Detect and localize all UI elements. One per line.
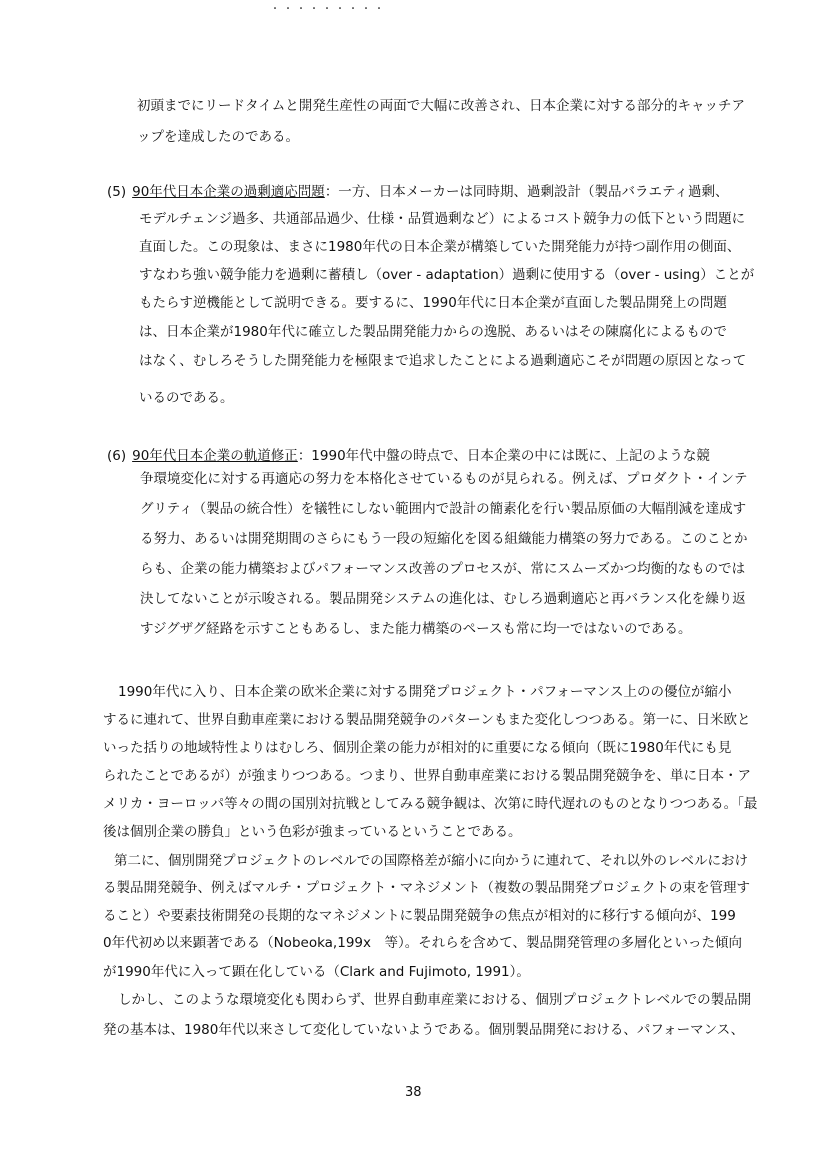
item5-heading: 90年代日本企業の過剰適応問題 xyxy=(132,184,325,200)
item6-line-5: らも、企業の能力構築およびパフォーマンス改善のプロセスが、常にスムーズかつ均衡的なものでは xyxy=(140,561,746,577)
para1-line-1: 1990年代に入り、日本企業の欧米企業に対する開発プロジェクト・パフォーマンス上のの優位が縮小 xyxy=(118,684,732,700)
item6-line-7: すジグザグ経路を示すこともあるし、また能力構築のペースも常に均一ではないのである。 xyxy=(140,621,692,637)
item5-line-3: 直面した。この現象は、まさに1980年代の日本企業が構築していた開発能力が持つ副作用の側面、 xyxy=(139,239,741,255)
item6-line-6: 決してないことが示唆される。製品開発システムの進化は、むしろ過剰適応と再バランス化を繰り返 xyxy=(140,591,746,607)
item5-line-7: はなく、むしろそうした開発能力を極限まで追求したことによる過剰適応こそが問題の原因となって xyxy=(139,353,747,369)
para2-line-3: ること）や要素技術開発の長期的なマネジメントに製品開発競争の焦点が相対的に移行する傾向が、199 xyxy=(103,908,736,924)
para3-line-2: 発の基本は、1980年代以来さして変化していないようである。個別製品開発における、パフォーマンス、 xyxy=(103,1022,745,1038)
para2-line-4: 0年代初め以来顕著である（Nobeoka,199x 等）。それらを含めて、製品開発管理の多層化といった傾向 xyxy=(103,935,742,951)
para1-line-5: メリカ・ヨーロッパ等々の間の国別対抗戦としてみる競争観は、次第に時代遅れのものとなりつつある。「最 xyxy=(103,796,758,812)
para1-line-4: られたことであるが）が強まりつつある。つまり、世界自動車産業における製品開発競争を、単に日本・ア xyxy=(103,768,751,784)
page-number: 38 xyxy=(405,1085,422,1100)
item6-number: (6) xyxy=(107,448,127,464)
para2-line-2: る製品開発競争、例えばマルチ・プロジェクト・マネジメント（複数の製品開発プロジェクトの束を管理す xyxy=(103,880,751,896)
item5-first-line-rest: ：一方、日本メーカーは同時期、過剰設計（製品バラエティ過剰、 xyxy=(324,184,729,200)
para1-line-6: 後は個別企業の勝負」という色彩が強まっているということである。 xyxy=(103,824,522,840)
item6-first-line-rest: ：1990年代中盤の時点で、日本企業の中には既に、上記のような競 xyxy=(297,448,710,464)
para3-line-1: しかし、このような環境変化も関わらず、世界自動車産業における、個別プロジェクトレベルでの製品開 xyxy=(118,992,752,1008)
item5-number: (5) xyxy=(107,184,127,200)
intro-line-1: 初頭までにリードタイムと開発生産性の両面で大幅に改善され、日本企業に対する部分的キャッチア xyxy=(137,98,746,114)
item5-line-6: は、日本企業が1980年代に確立した製品開発能力からの逸脱、あるいはその陳腐化によるもので xyxy=(139,324,727,340)
para2-line-1: 第二に、個別開発プロジェクトのレベルでの国際格差が縮小に向かうに連れて、それ以外のレベルにおけ xyxy=(114,853,748,869)
item6-first-line xyxy=(107,447,710,465)
item6-line-4: る努力、あるいは開発期間のさらにもう一段の短縮化を図る組織能力構築の努力である。このことか xyxy=(140,531,748,547)
header-marks: ・・・・・・・・・ xyxy=(270,4,387,15)
intro-line-2: ップを達成したのである。 xyxy=(137,129,299,145)
item6-line-3: グリティ（製品の統合性）を犠牲にしない範囲内で設計の簡素化を行い製品原価の大幅削減を達成す xyxy=(140,501,747,517)
item5-line-4: すなわち強い競争能力を過剰に蓄積し（over - adaptation）過剰に使用する（over - using）ことが xyxy=(139,267,755,283)
item6-heading: 90年代日本企業の軌道修正 xyxy=(132,448,298,464)
para2-line-5: が1990年代に入って顕在化している（Clark and Fujimoto, 1991）。 xyxy=(103,964,530,980)
item6-line-2: 争環境変化に対する再適応の努力を本格化させているものが見られる。例えば、プロダクト・インテ xyxy=(140,471,748,487)
item5-line-2: モデルチェンジ過多、共通部品過少、仕様・品質過剰など）によるコスト競争力の低下という問題に xyxy=(139,211,746,227)
item5-line-8: いるのである。 xyxy=(139,390,234,406)
item5-line-5: もたらす逆機能として説明できる。要するに、1990年代に日本企業が直面した製品開発上の問題 xyxy=(139,295,727,311)
para1-line-2: するに連れて、世界自動車産業における製品開発競争のパターンもまた変化しつつある。第一に、日米欧と xyxy=(103,712,751,728)
item5-first-line xyxy=(107,183,728,201)
para1-line-3: いった括りの地域特性よりはむしろ、個別企業の能力が相対的に重要になる傾向（既に1980年代にも見 xyxy=(103,740,732,756)
